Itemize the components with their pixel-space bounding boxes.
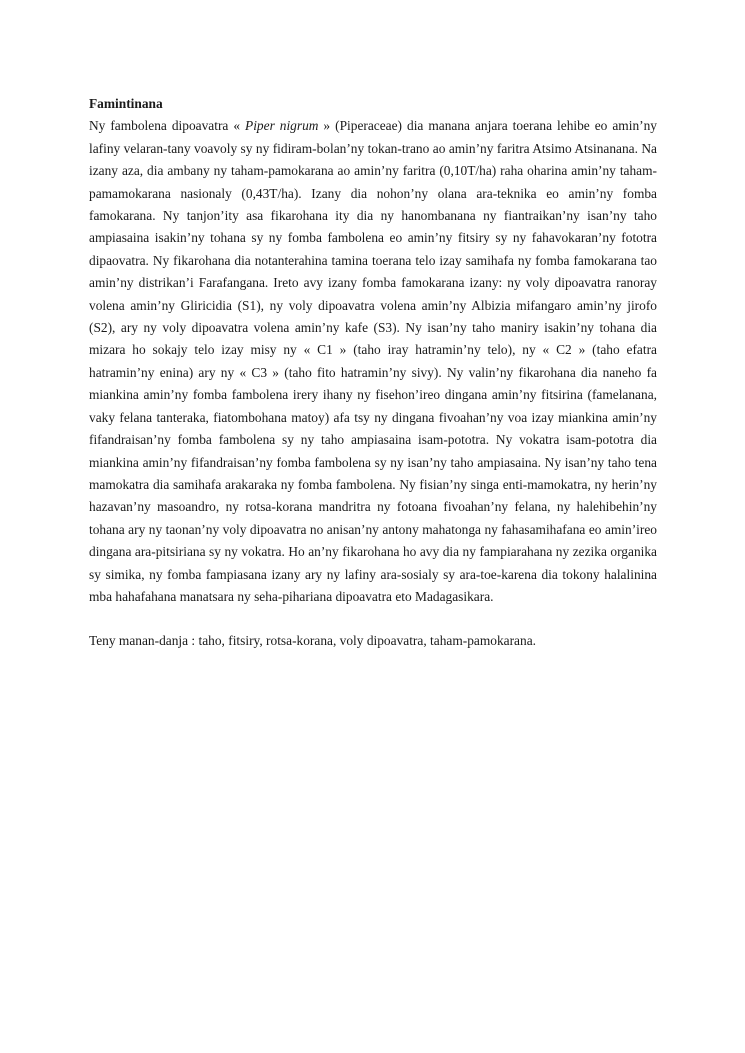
abstract-paragraph <box>89 115 657 608</box>
abstract-title: Famintinana <box>89 96 163 111</box>
abstract-body: » (Piperaceae) dia manana anjara toerana lehibe eo amin’ny lafiny velaran-tany voavoly sy ny fidiram-bolan’ny tokan-trano ao amin’ny faritra Atsimo Atsinanana. Na izany aza, dia ambany ny taham-pamokarana ao amin’ny faritra (0,10T/ha) raha oharina amin’ny taham-pamamokarana nasionaly (0,43T/ha). Izany dia nohon’ny olana ara-teknika eo amin’ny fomba famokarana. Ny tanjon’ity asa fikarohana ity dia ny hanombanana ny fiantraikan’ny isan’ny taho ampiasaina isakin’ny tohana sy ny fomba fambolena eo amin’ny fitsiry sy ny fahavokaran’ny fototra dipaovatra. Ny fikarohana dia notanterahina tamina toerana telo izay samihafa ny fomba famokarana tao amin’ny distrikan’i Farafangana. Ireto avy izany fomba famokarana izany: ny voly dipoavatra ranoray volena amin’ny Gliricidia (S1), ny voly dipoavatra volena amin’ny Albizia mifangaro amin’ny jirofo (S2), ary ny voly dipoavatra volena amin’ny kafe (S3). Ny isan’ny taho maniry isakin’ny tohana dia mizara ho sokajy telo izay misy ny « C1 » (taho iray hatramin’ny telo), ny « C2 » (taho efatra hatramin’ny enina) ary ny « C3 » (taho fito hatramin’ny sivy). Ny valin’ny fikarohana dia naneho fa miankina amin’ny fomba fambolena irery ihany ny fisehon’ireo dingana amin’ny fitsirina (famelanana, vaky felana tanteraka, fiatombohana matoy) afa tsy ny dingana fivoahan’ny voa izay miankina amin’ny fifandraisan’ny fomba fambolena sy ny taho ampiasaina isam-pototra. Ny vokatra isam-pototra dia miankina amin’ny fifandraisan’ny fomba fambolena sy ny isan’ny taho ampiasaina. Ny isan’ny taho tena mamokatra dia samihafa arakaraka ny fomba fambolena. Ny fisian’ny singa enti-mamokatra, ny herin’ny hazavan’ny masoandro, ny rotsa-korana mandritra ny fotoana fivoahan’ny felana, ny halehibehin’ny tohana ary ny taonan’ny voly dipoavatra no anisan’ny antony mahatonga ny fahasamihafana eo amin’ireo dingana ara-pitsiriana sy ny vokatra. Ho an’ny fikarohana ho avy dia ny fampiarahana ny zezika organika sy simika, ny fomba fampiasana izany ary ny lafiny ara-sosialy sy ara-toe-karena dia tokony halalinina mba hahafahana manatsara ny seha-pihariana dipoavatra eto Madagasikara. <box>89 118 657 604</box>
species-name: Piper nigrum <box>245 118 319 134</box>
document-page <box>89 93 657 653</box>
keywords-line: Teny manan-danja : taho, fitsiry, rotsa-korana, voly dipoavatra, taham-pamokarana. <box>89 633 536 649</box>
abstract-intro: Ny fambolena dipoavatra « <box>89 118 246 134</box>
